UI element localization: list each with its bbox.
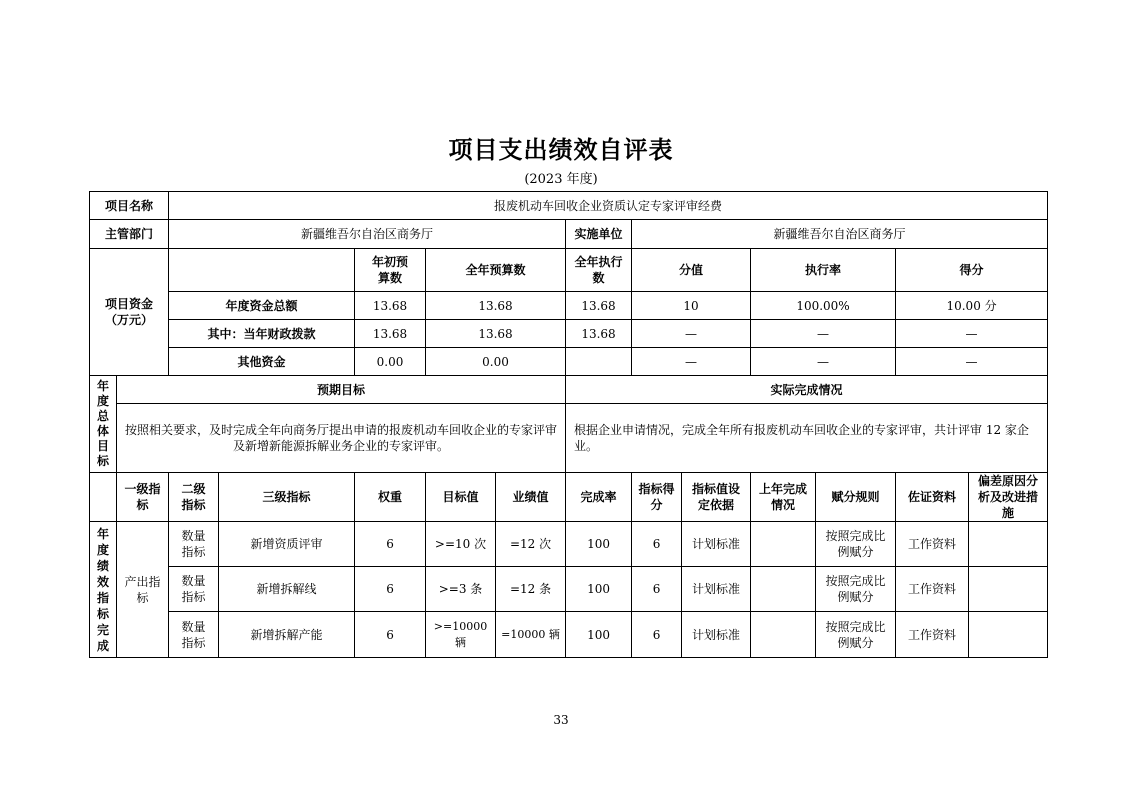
funds-header-initial: 年初预 算数 [355,249,426,292]
page-subtitle: (2023 年度) [524,172,598,187]
project-name-label: 项目名称 [90,192,169,220]
indicator-deviation [969,612,1048,658]
header-l3: 三级指标 [219,473,355,522]
indicator-last-year [751,522,816,567]
header-weight: 权重 [355,473,426,522]
indicator-l1: 产出指 标 [117,522,169,658]
funds-annual: 13.68 [426,320,566,348]
page-title: 项目支出绩效自评表 [448,136,674,164]
funds-header-rate: 执行率 [751,249,896,292]
indicator-header-blank [90,473,117,522]
funds-header-score-value: 分值 [632,249,751,292]
funds-header-blank [169,249,355,292]
funds-score-value: 10 [632,292,751,320]
funds-score-value: — [632,320,751,348]
indicator-rule: 按照完成比 例赋分 [816,522,896,567]
funds-row-label: 年度资金总额 [169,292,355,320]
funds-score: 10.00 分 [896,292,1048,320]
indicator-deviation [969,522,1048,567]
impl-unit-value: 新疆维吾尔自治区商务厅 [632,220,1048,249]
funds-initial: 13.68 [355,320,426,348]
project-name-value: 报废机动车回收企业资质认定专家评审经费 [169,192,1048,220]
funds-rate: 100.00% [751,292,896,320]
funds-header-executed: 全年执行数 [566,249,632,292]
indicator-basis: 计划标准 [682,522,751,567]
funds-rate: — [751,348,896,376]
funds-label: 项目资金 （万元） [90,249,169,376]
indicator-l2: 数量 指标 [169,567,219,612]
indicator-target: >=10 次 [426,522,496,567]
indicator-l2: 数量 指标 [169,522,219,567]
indicator-l3: 新增拆解产能 [219,612,355,658]
indicator-completion: 100 [566,567,632,612]
indicator-deviation [969,567,1048,612]
funds-executed: 13.68 [566,292,632,320]
expected-goal-text: 按照相关要求，及时完成全年向商务厅提出申请的报废机动车回收企业的专家评审及新增新能源拆解业务企业的专家评审。 [117,404,566,473]
impl-unit-label: 实施单位 [566,220,632,249]
funds-row-label: 其他资金 [169,348,355,376]
indicator-completion: 100 [566,612,632,658]
indicator-actual: =10000 辆 [496,612,566,658]
header-l2: 二级 指标 [169,473,219,522]
funds-initial: 13.68 [355,292,426,320]
header-score: 指标得分 [632,473,682,522]
funds-score: — [896,320,1048,348]
indicator-basis: 计划标准 [682,567,751,612]
indicator-l2: 数量 指标 [169,612,219,658]
indicator-actual: =12 次 [496,522,566,567]
indicator-score: 6 [632,522,682,567]
header-completion: 完成率 [566,473,632,522]
indicator-actual: =12 条 [496,567,566,612]
funds-header-score: 得分 [896,249,1048,292]
indicator-basis: 计划标准 [682,612,751,658]
funds-header-annual: 全年预算数 [426,249,566,292]
header-last-year: 上年完成 情况 [751,473,816,522]
indicator-last-year [751,567,816,612]
indicator-weight: 6 [355,567,426,612]
indicator-weight: 6 [355,612,426,658]
actual-completion-text: 根据企业申请情况，完成全年所有报废机动车回收企业的专家评审，共计评审 12 家企业。 [566,404,1048,473]
indicator-completion: 100 [566,522,632,567]
indicator-evidence: 工作资料 [896,567,969,612]
indicator-l3: 新增拆解线 [219,567,355,612]
page-number: 33 [553,713,569,727]
header-rule: 赋分规则 [816,473,896,522]
indicator-evidence: 工作资料 [896,522,969,567]
indicator-l3: 新增资质评审 [219,522,355,567]
indicator-rule: 按照完成比 例赋分 [816,612,896,658]
indicator-target: >=3 条 [426,567,496,612]
indicator-last-year [751,612,816,658]
funds-row-label: 其中：当年财政拨款 [169,320,355,348]
funds-annual: 0.00 [426,348,566,376]
funds-executed [566,348,632,376]
header-actual: 业绩值 [496,473,566,522]
evaluation-table [89,191,1048,658]
overall-goals-label: 年 度 总 体 目 标 [90,376,117,473]
header-evidence: 佐证资料 [896,473,969,522]
funds-score: — [896,348,1048,376]
indicator-score: 6 [632,612,682,658]
indicator-evidence: 工作资料 [896,612,969,658]
header-l1: 一级指 标 [117,473,169,522]
indicator-weight: 6 [355,522,426,567]
funds-initial: 0.00 [355,348,426,376]
perf-label: 年 度 绩 效 指 标 完 成 [90,522,117,658]
expected-goal-header: 预期目标 [117,376,566,404]
indicator-score: 6 [632,567,682,612]
dept-label: 主管部门 [90,220,169,249]
actual-completion-header: 实际完成情况 [566,376,1048,404]
funds-annual: 13.68 [426,292,566,320]
header-basis: 指标值设 定依据 [682,473,751,522]
funds-rate: — [751,320,896,348]
header-target: 目标值 [426,473,496,522]
funds-score-value: — [632,348,751,376]
funds-executed: 13.68 [566,320,632,348]
header-deviation: 偏差原因分 析及改进措 施 [969,473,1048,522]
indicator-target: >=10000 辆 [426,612,496,658]
indicator-rule: 按照完成比 例赋分 [816,567,896,612]
dept-value: 新疆维吾尔自治区商务厅 [169,220,566,249]
